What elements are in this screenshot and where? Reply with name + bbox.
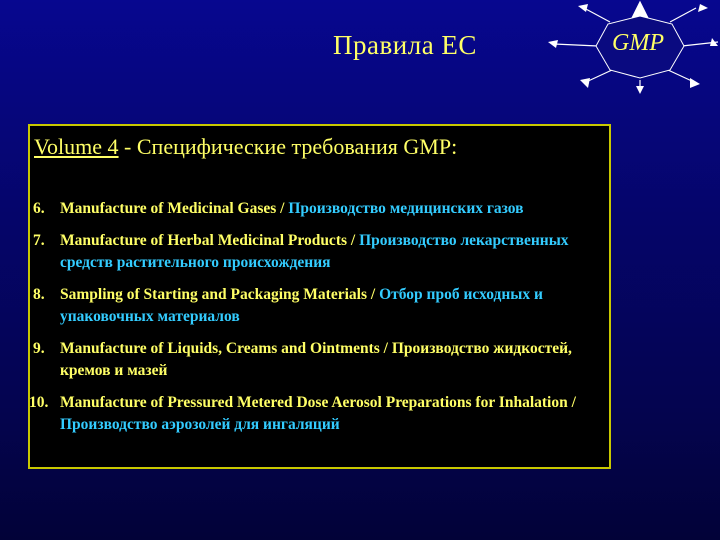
volume-label: Volume 4 — [34, 134, 119, 159]
item-english: Sampling of Starting and Packaging Materials / — [60, 286, 380, 303]
item-russian: Производство жидкостей, кремов и мазей — [60, 340, 572, 379]
list-item — [30, 230, 613, 274]
list-item — [30, 338, 613, 382]
list-item — [30, 198, 613, 220]
item-english: Manufacture of Medicinal Gases / — [60, 200, 289, 217]
content-box — [28, 124, 611, 469]
item-russian: Отбор проб исходных и упаковочных материалов — [60, 286, 543, 325]
item-russian: Производство медицинских газов — [288, 200, 524, 217]
list-item — [30, 392, 613, 436]
item-number: 10. — [29, 394, 49, 411]
item-english: Manufacture of Pressured Metered Dose Aerosol Preparations for Inhalation / — [60, 394, 576, 411]
box-heading — [34, 134, 457, 160]
item-russian: Производство аэрозолей для ингаляций — [60, 416, 340, 433]
item-russian: Производство лекарственных средств растительного происхождения — [60, 232, 569, 271]
item-list — [30, 198, 613, 446]
item-number: 9. — [33, 340, 45, 357]
volume-subtitle: - Специфические требования GMP: — [118, 134, 458, 159]
item-english: Manufacture of Liquids, Creams and Ointments / — [60, 340, 392, 357]
item-number: 8. — [33, 286, 45, 303]
list-item — [30, 284, 613, 328]
slide-title: Правила ЕС — [333, 30, 477, 60]
item-number: 6. — [33, 200, 45, 217]
item-english: Manufacture of Herbal Medicinal Products / — [60, 232, 360, 249]
item-number: 7. — [33, 232, 45, 249]
gmp-logo-text: GMP — [612, 30, 664, 56]
